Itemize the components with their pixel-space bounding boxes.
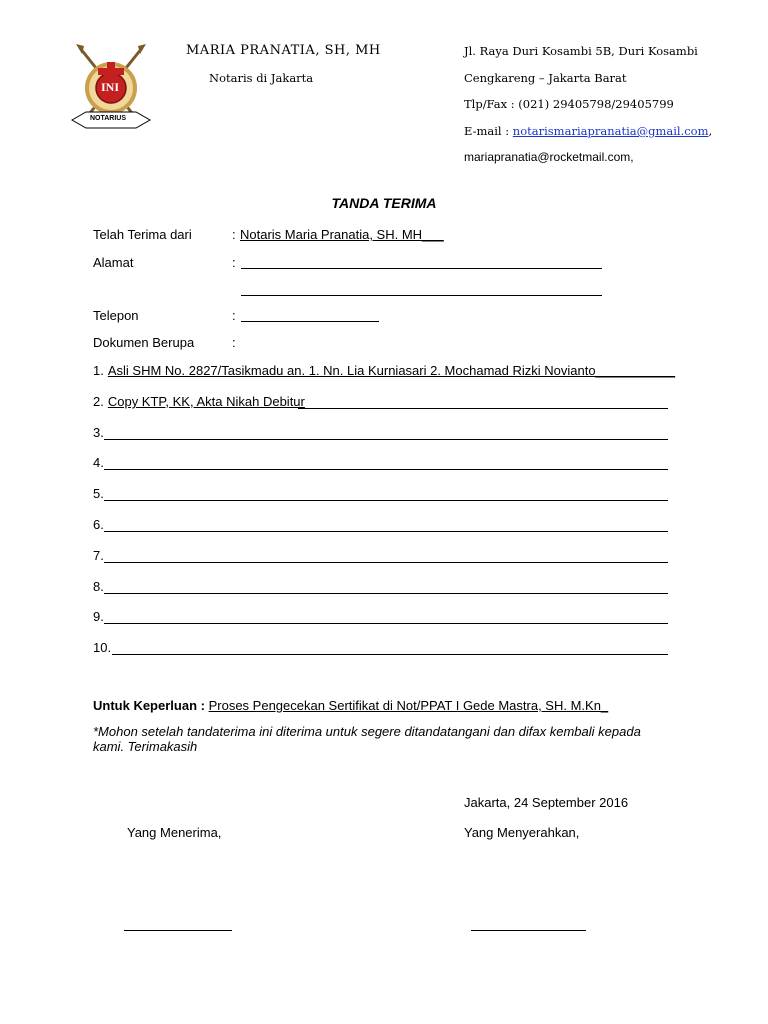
purpose-value: Proses Pengecekan Sertifikat di Not/PPAT I Gede Mastra, SH. M.Kn_ xyxy=(208,698,609,713)
docs-label: Dokumen Berupa xyxy=(93,335,195,350)
email-suffix: , xyxy=(708,124,713,138)
notary-subtitle: Notaris di Jakarta xyxy=(209,71,314,85)
email-secondary: mariapranatia@rocketmail.com, xyxy=(464,150,634,164)
document-item xyxy=(93,579,104,594)
from-colon: : xyxy=(232,227,236,242)
sender-label: Yang Menyerahkan, xyxy=(464,825,580,840)
from-label: Telah Terima dari xyxy=(93,227,192,242)
address-line-blank-1 xyxy=(241,268,602,269)
notary-name: MARIA PRANATIA, SH, MH xyxy=(186,43,381,58)
document-item xyxy=(93,394,305,409)
receiver-signature-line xyxy=(124,930,232,931)
sender-signature-line xyxy=(471,930,586,931)
document-item xyxy=(93,363,675,378)
document-item-blank-line xyxy=(104,531,668,532)
document-item xyxy=(93,486,104,501)
document-item-blank-line xyxy=(112,654,668,655)
email-label: E-mail : xyxy=(464,124,513,138)
document-title: TANDA TERIMA xyxy=(331,195,437,211)
document-item xyxy=(93,517,104,532)
document-item xyxy=(93,425,104,440)
document-item-number: 1. xyxy=(93,363,104,378)
address-label: Alamat xyxy=(93,255,134,270)
document-item-number: 10. xyxy=(93,640,112,655)
document-item-blank-line xyxy=(104,500,668,501)
address-colon: : xyxy=(232,255,236,270)
document-item-blank-line xyxy=(298,408,668,409)
logo-banner-text: NOTARIUS xyxy=(90,115,127,122)
address-line-blank-2 xyxy=(241,295,602,296)
document-item xyxy=(93,455,104,470)
document-item-blank-line xyxy=(104,439,668,440)
document-item-number: 4. xyxy=(93,455,104,470)
purpose-line xyxy=(93,698,608,713)
phone-label: Telepon xyxy=(93,308,139,323)
logo-text: INI xyxy=(101,80,120,94)
docs-colon: : xyxy=(232,335,236,350)
document-item xyxy=(93,640,111,655)
email-link[interactable]: notarismariapranatia@gmail.com xyxy=(512,124,709,138)
address-line-1: Jl. Raya Duri Kosambi 5B, Duri Kosambi xyxy=(464,44,698,58)
document-item-number: 6. xyxy=(93,517,104,532)
notary-logo xyxy=(66,40,156,132)
document-item-blank-line xyxy=(104,469,668,470)
document-item-number: 7. xyxy=(93,548,104,563)
document-item-text: Asli SHM No. 2827/Tasikmadu an. 1. Nn. Lia Kurniasari 2. Mochamad Rizki Novianto___________ xyxy=(107,363,676,378)
document-item-text: Copy KTP, KK, Akta Nikah Debitur xyxy=(107,394,305,409)
document-item-blank-line xyxy=(104,593,668,594)
document-item-blank-line xyxy=(104,623,668,624)
document-item-number: 5. xyxy=(93,486,104,501)
purpose-label: Untuk Keperluan : xyxy=(93,698,205,713)
document-item-number: 3. xyxy=(93,425,104,440)
email-line xyxy=(464,124,712,138)
phone-fax: Tlp/Fax : (021) 29405798/29405799 xyxy=(464,97,674,111)
document-item-number: 8. xyxy=(93,579,104,594)
phone-colon: : xyxy=(232,308,236,323)
from-value: Notaris Maria Pranatia, SH. MH___ xyxy=(240,227,444,242)
document-item-number: 9. xyxy=(93,609,104,624)
document-item-blank-line xyxy=(104,562,668,563)
note-text: *Mohon setelah tandaterima ini diterima untuk segere ditandatangani dan difax kembali kepada kami. Terimakasih xyxy=(93,724,641,754)
receiver-label: Yang Menerima, xyxy=(127,825,222,840)
phone-line-blank xyxy=(241,321,379,322)
document-item-number: 2. xyxy=(93,394,104,409)
document-item xyxy=(93,548,104,563)
document-item xyxy=(93,609,104,624)
address-line-2: Cengkareng – Jakarta Barat xyxy=(464,71,627,85)
place-date: Jakarta, 24 September 2016 xyxy=(464,795,629,810)
